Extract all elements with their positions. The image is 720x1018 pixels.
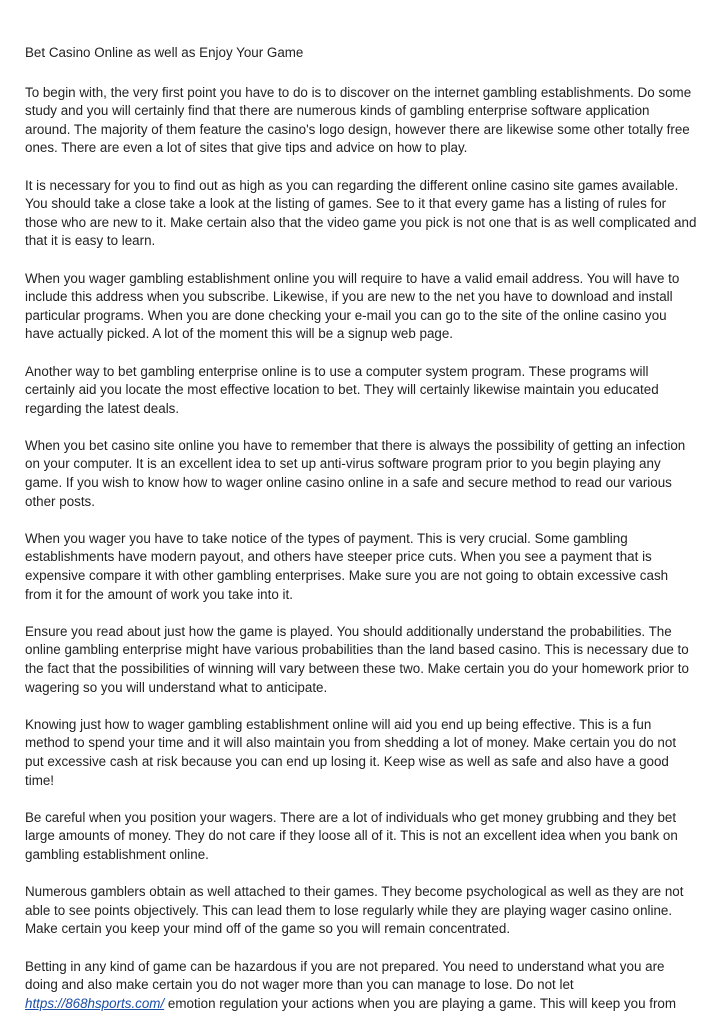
paragraph: It is necessary for you to find out as high as you can regarding the different online casino site games available. You should take a close take a look at the listing of games. See to it that every game has a listing of rules for those who are new to it. Make certain also that the video game you pick is not one that is as well complicated and that it is easy to learn.	[25, 177, 697, 249]
sports-link[interactable]: https://868hsports.com/	[25, 995, 165, 1011]
paragraph: To begin with, the very first point you have to do is to discover on the internet gambling establishments. Do some study and you will certainly find that there are numerous kinds of gambling enterprise software application around. The majority of them feature the casino's logo design, however there are likewise some other totally free ones. There are even a lot of sites that give tips and advice on how to play.	[25, 84, 692, 156]
paragraph: When you wager you have to take notice of the types of payment. This is very crucial. Some gambling establishments have modern payout, and others have steeper price cuts. When you see a payment that is expensive compare it with other gambling enterprises. Make sure you are not going to obtain excessive cash from it for the amount of work you take into it.	[25, 530, 669, 602]
paragraph: When you wager gambling establishment online you will require to have a valid email address. You will have to include this address when you subscribe. Likewise, if you are new to the net you have to download and install particular programs. When you are done checking your e-mail you can go to the site of the online casino you have actually picked. A lot of the moment this will be a signup web page.	[25, 270, 680, 342]
paragraph: When you bet casino site online you have to remember that there is always the possibility of getting an infection on your computer. It is an excellent idea to set up anti-virus software program prior to you begin playing any game. If you wish to know how to wager online casino online in a safe and secure method to read our various other posts.	[25, 437, 686, 509]
paragraph: Be careful when you position your wagers. There are a lot of individuals who get money grubbing and they bet large amounts of money. They do not care if they loose all of it. This is not an excellent idea when you bank on gambling establishment online.	[25, 809, 678, 862]
paragraph: Ensure you read about just how the game is played. You should additionally understand the probabilities. The online gambling enterprise might have various probabilities than the land based casino. This is necessary due to the fact that the possibilities of winning will vary between these two. Make certain you do your homework prior to wagering so you will understand what to anticipate.	[25, 623, 689, 695]
paragraph-with-link	[25, 958, 698, 1014]
document-title: Bet Casino Online as well as Enjoy Your Game	[25, 45, 304, 60]
paragraph: Numerous gamblers obtain as well attached to their games. They become psychological as well as they are not able to see points objectively. This can lead them to lose regularly while they are playing wager casino online. Make certain you keep your mind off of the game so you will remain concentrated.	[25, 884, 684, 937]
paragraph-text-before-link: Betting in any kind of game can be hazardous if you are not prepared. You need to understand what you are doing and also make certain you do not wager more than you can manage to lose. Do not let	[25, 958, 665, 993]
paragraph: Another way to bet gambling enterprise online is to use a computer system program. These programs will certainly aid you locate the most effective location to bet. They will certainly likewise maintain you educated regarding the latest deals.	[25, 363, 659, 416]
paragraph-text-after-link: emotion regulation your actions when you are playing a game. This will keep you from	[164, 995, 677, 1011]
paragraph: Knowing just how to wager gambling establishment online will aid you end up being effective. This is a fun method to spend your time and it will also maintain you from shedding a lot of money. Make certain you do not put excessive cash at risk because you can end up losing it. Keep wise as well as safe and also have a good time!	[25, 716, 677, 788]
